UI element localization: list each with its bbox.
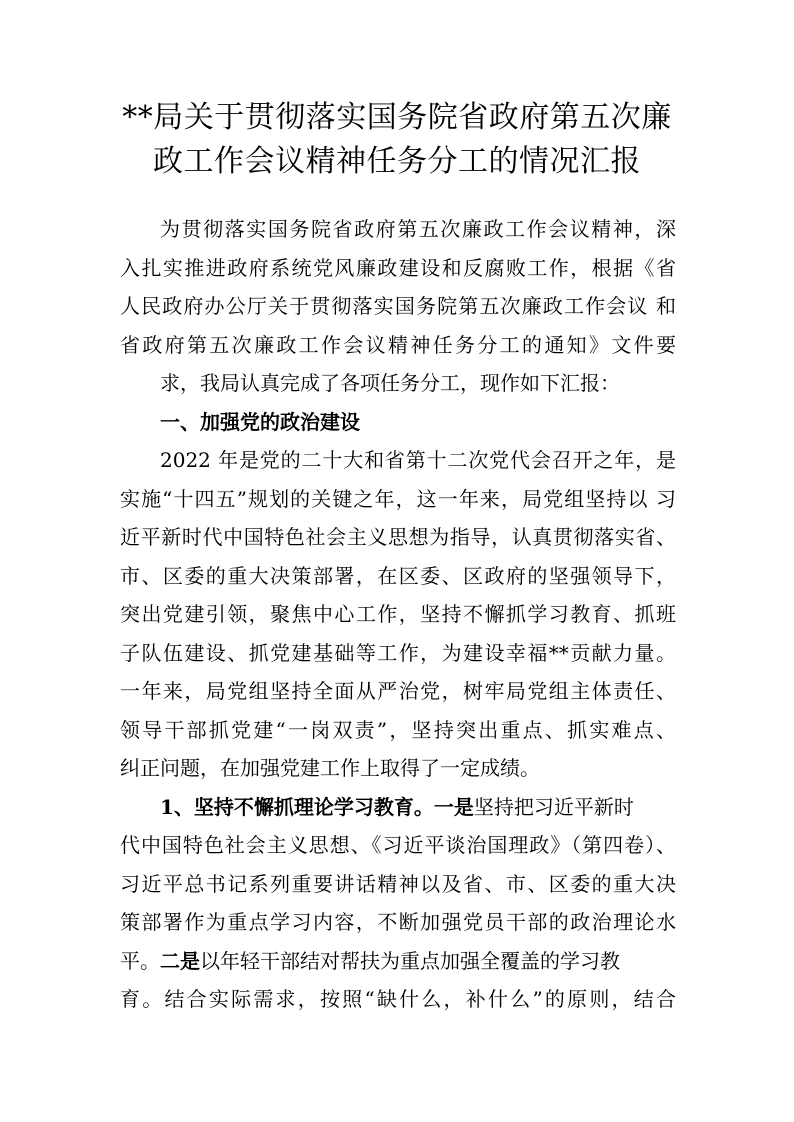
- point-marker: 一是: [433, 794, 474, 819]
- subsection-line: 育。结合实际需求，按照“缺什么，补什么”的原则，结合: [120, 987, 676, 1011]
- title-line-2: 政工作会议精神任务分工的情况汇报: [153, 144, 641, 179]
- subsection-text: 平。: [120, 948, 160, 973]
- section-line: 纠正问题，在加强党建工作上取得了一定成绩。: [120, 756, 540, 780]
- subsection-text: 以年轻干部结对帮扶为重点加强全覆盖的学习教: [200, 948, 620, 973]
- subsection-line: 策部署作为重点学习内容，不断加强党员干部的政治理论水: [120, 910, 676, 934]
- intro-line: 省政府第五次廉政工作会议精神任务分工的通知》文件要: [120, 332, 676, 357]
- document-title: [60, 96, 734, 184]
- intro-line: 为贯彻落实国务院省政府第五次廉政工作会议精神，深: [160, 217, 676, 241]
- document-body: [120, 210, 676, 1019]
- subsection-line: [120, 942, 676, 981]
- intro-line: 人民政府办公厅关于贯彻落实国务院第五次廉政工作会议 和: [120, 294, 676, 318]
- section-line: 市、区委的重大决策部署，在区委、区政府的坚强领导下，: [120, 563, 676, 588]
- intro-line: 求，我局认真完成了各项任务分工，现作如下汇报：: [160, 371, 620, 395]
- subsection-heading: 1、坚持不懈抓理论学习教育。: [160, 794, 434, 819]
- section-line: 突出党建引领，聚焦中心工作，坚持不懈抓学习教育、抓班: [120, 602, 676, 626]
- section-line: 一年来，局党组坚持全面从严治党，树牢局党组主体责任、: [120, 679, 676, 703]
- section-line: 2022 年是党的二十大和省第十二次党代会召开之年，是: [160, 448, 676, 472]
- section-line: 实施“十四五”规划的关键之年，这一年来，局党组坚持以 习: [120, 486, 676, 511]
- section-line: 领导干部抓党建“一岗双责”，坚持突出重点、抓实难点、: [120, 717, 676, 742]
- section-line: 近平新时代中国特色社会主义思想为指导，认真贯彻落实省、: [120, 525, 676, 549]
- subsection-line: 习近平总书记系列重要讲话精神以及省、市、区委的重大决: [120, 871, 676, 896]
- subsection-text: 坚持把习近平新时: [473, 794, 634, 819]
- title-line-1: **局关于贯彻落实国务院省政府第五次廉: [122, 100, 672, 135]
- intro-line: 入扎实推进政府系统党风廉政建设和反腐败工作，根据《省: [120, 255, 676, 280]
- subsection-line: 代中国特色社会主义思想、《习近平谈治国理政》（第四卷）、: [120, 833, 676, 857]
- subsection-first-line: [120, 788, 676, 827]
- section-heading: 一、加强党的政治建设: [160, 409, 360, 434]
- point-marker: 二是: [160, 948, 200, 973]
- section-line: 子队伍建设、抓党建基础等工作，为建设幸福**贡献力量。: [120, 640, 676, 665]
